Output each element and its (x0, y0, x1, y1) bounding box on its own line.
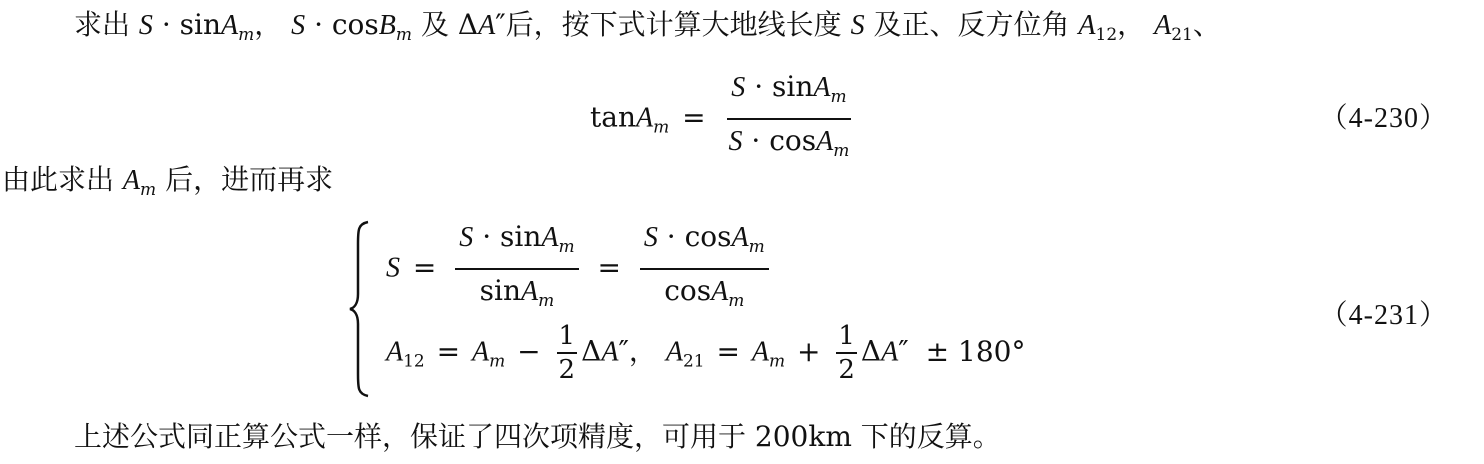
denominator (476, 270, 559, 318)
plus-minus-180: ± 180° (925, 334, 1026, 368)
symbol-A: A (665, 336, 683, 368)
equation-number: （4-231） (1319, 300, 1448, 331)
fraction (725, 70, 854, 168)
symbol-S: S (138, 10, 153, 41)
text-run: 上述公式同正算公式一样，保证了四次项精度，可用于 200km 下的反算。 (74, 420, 1001, 453)
text-run: 后，按下式计算大地线长度 (505, 8, 842, 41)
numerator (640, 220, 769, 270)
symbol-A: A (541, 222, 559, 253)
symbol-A: A (635, 102, 654, 134)
symbol-A: A (1154, 10, 1172, 41)
arcsecond-mark: ″ (618, 334, 629, 368)
numerator: 1 (557, 322, 578, 354)
punctuation: ， (254, 8, 283, 41)
denominator: 2 (558, 355, 576, 385)
func-sin: sin (500, 220, 542, 253)
symbol-S: S (459, 222, 474, 253)
symbol-S: S (386, 252, 400, 284)
subscript-m: m (728, 291, 745, 311)
symbol-A: A (601, 336, 619, 368)
subscript-m: m (538, 291, 555, 311)
subscript-12: 12 (403, 351, 425, 372)
symbol-A: A (386, 336, 404, 368)
symbol-A: A (881, 336, 899, 368)
equals-sign: = (597, 250, 621, 284)
subscript-m: m (830, 87, 847, 107)
symbol-S: S (728, 126, 743, 157)
subscript-m: m (748, 237, 765, 257)
func-cos: cos (684, 220, 732, 253)
numerator (455, 220, 578, 270)
subscript-21: 21 (682, 351, 705, 372)
punctuation: 、 (1192, 8, 1221, 41)
subscript-m: m (833, 141, 850, 161)
paragraph-intro (74, 8, 1221, 52)
minus-sign: − (517, 334, 541, 368)
denominator (660, 270, 748, 318)
dot-operator: · (314, 8, 323, 41)
func-cos: cos (769, 124, 817, 157)
dot-operator: · (751, 124, 761, 157)
arcsecond-mark: ″ (495, 8, 506, 41)
symbol-A: A (478, 10, 496, 41)
subscript-21: 21 (1171, 25, 1193, 45)
subscript-m: m (238, 25, 255, 45)
subscript-m: m (768, 351, 786, 372)
fraction (455, 220, 578, 318)
numerator: 1 (836, 322, 857, 354)
subscript-m: m (489, 351, 506, 372)
equation-4-230 (590, 70, 859, 168)
denominator: 2 (838, 355, 855, 385)
symbol-delta: Δ (457, 8, 479, 41)
symbol-S: S (731, 72, 746, 103)
equation-number: （4-230） (1319, 103, 1448, 134)
symbol-A: A (472, 336, 490, 368)
fraction (640, 220, 769, 318)
equation-4-231-line-1 (386, 220, 775, 318)
subscript-m: m (140, 180, 157, 200)
fraction-one-half (557, 322, 578, 384)
symbol-delta: Δ (860, 334, 882, 368)
symbol-A: A (813, 72, 831, 103)
symbol-A: A (122, 165, 141, 196)
text-run: 后，进而再求 (165, 163, 334, 196)
numerator (727, 70, 850, 120)
dot-operator: · (666, 220, 676, 253)
subscript-12: 12 (1095, 25, 1118, 45)
text-run: 及正、反方位角 (873, 8, 1070, 41)
symbol-B: B (378, 10, 396, 41)
plus-sign: + (797, 334, 821, 368)
func-sin: sin (772, 70, 814, 103)
symbol-A: A (751, 336, 769, 368)
equals-sign: = (682, 100, 706, 134)
symbol-S: S (291, 10, 306, 41)
func-sin: sin (479, 274, 521, 307)
punctuation: ， (628, 334, 657, 368)
symbol-delta: Δ (581, 334, 602, 368)
equals-sign: = (716, 334, 740, 368)
text-run: 及 (420, 8, 449, 41)
paragraph-then (2, 163, 333, 207)
dot-operator: · (482, 220, 492, 253)
text-run: 求出 (74, 8, 131, 41)
text-run: 由此求出 (2, 163, 115, 196)
arcsecond-mark: ″ (898, 334, 909, 368)
func-sin: sin (179, 8, 221, 41)
subscript-m: m (395, 25, 413, 45)
equals-sign: = (436, 334, 461, 368)
equation-4-231-line-2 (386, 322, 1025, 384)
dot-operator: · (161, 8, 171, 41)
symbol-A: A (816, 126, 834, 157)
paragraph-conclusion (74, 420, 1001, 454)
left-brace (348, 220, 370, 398)
symbol-S: S (643, 222, 658, 253)
subscript-m: m (558, 237, 575, 257)
punctuation: ， (1117, 8, 1146, 41)
symbol-A: A (731, 222, 749, 253)
func-cos: cos (664, 274, 712, 307)
func-cos: cos (331, 8, 379, 41)
symbol-A: A (1078, 10, 1096, 41)
func-tan: tan (590, 100, 636, 134)
symbol-A: A (711, 276, 729, 307)
equals-sign: = (412, 250, 437, 284)
symbol-S: S (850, 10, 865, 41)
symbol-A: A (521, 276, 539, 307)
symbol-A: A (221, 10, 239, 41)
denominator (725, 120, 854, 168)
fraction-one-half (836, 322, 857, 384)
dot-operator: · (754, 70, 764, 103)
subscript-m: m (653, 117, 670, 138)
